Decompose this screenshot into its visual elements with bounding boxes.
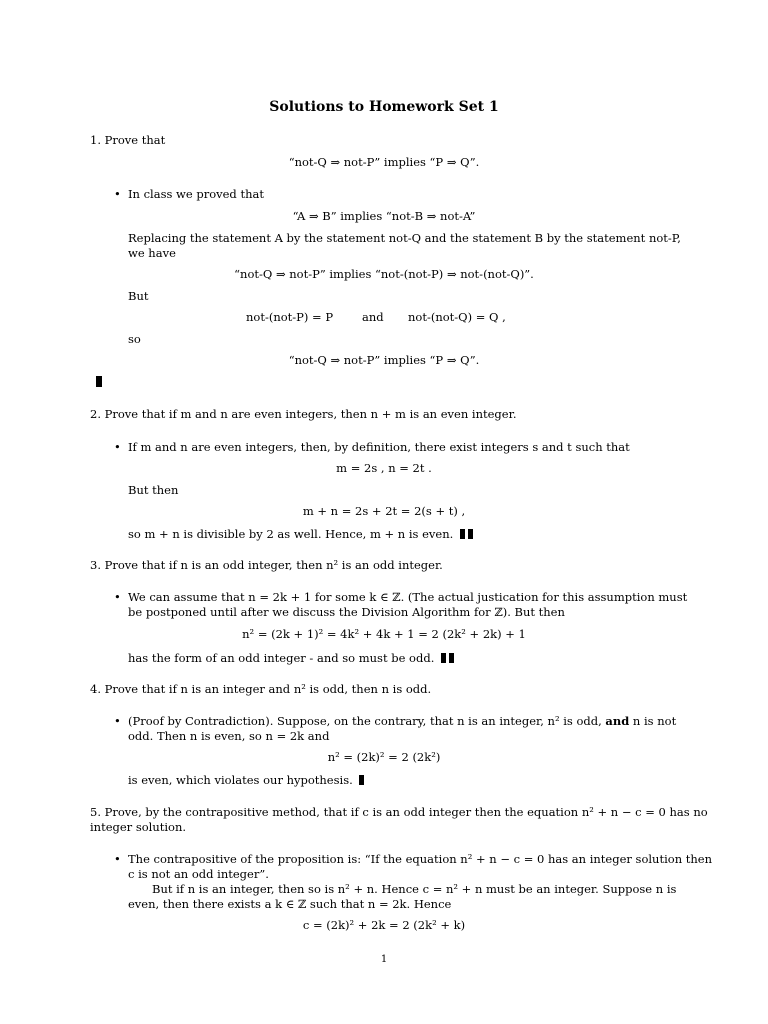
problem-5-bullet-line4: even, then there exists a k ∈ ℤ such that n = 2k. Hence — [128, 897, 452, 911]
document-title: Solutions to Homework Set 1 — [269, 99, 499, 115]
problem-4-bullet-line1-a: (Proof by Contradiction). Suppose, on the contrary, that n is an integer, n² is odd, — [128, 714, 606, 728]
qed-icon — [468, 529, 473, 539]
bullet-icon: • — [114, 187, 121, 201]
problem-4-bullet-line2: odd. Then n is even, so n = 2k and — [128, 729, 330, 743]
problem-4-statement: 4. Prove that if n is an integer and n² is odd, then n is odd. — [90, 682, 432, 696]
problem-1-display-3-left: not-(not-P) = P — [246, 310, 334, 324]
problem-2-but-then: But then — [128, 483, 179, 497]
problem-1-display: “not-Q ⇒ not-P” implies “P ⇒ Q”. — [288, 155, 480, 169]
problem-1-replace-line2: we have — [128, 246, 176, 260]
problem-4-bullet-line1-b: n is not — [629, 714, 677, 728]
problem-5-bullet-line2: c is not an odd integer”. — [128, 867, 269, 881]
bullet-icon: • — [114, 714, 121, 728]
problem-2-display-2: m + n = 2s + 2t = 2(s + t) , — [302, 504, 466, 518]
problem-2-statement: 2. Prove that if m and n are even integers, then n + m is an even integer. — [90, 407, 517, 421]
problem-3-bullet-line2: be postponed until after we discuss the Division Algorithm for ℤ). But then — [128, 605, 565, 619]
problem-2-conclusion: so m + n is divisible by 2 as well. Hence, m + n is even. — [128, 527, 454, 541]
problem-5-display: c = (2k)² + 2k = 2 (2k² + k) — [302, 918, 466, 932]
problem-2-display-1: m = 2s , n = 2t . — [336, 461, 432, 475]
problem-3-conclusion: has the form of an odd integer - and so must be odd. — [128, 651, 435, 665]
qed-icon — [460, 529, 465, 539]
problem-1-display-3-right: not-(not-Q) = Q , — [408, 310, 506, 324]
problem-1-display-4: “not-Q ⇒ not-P” implies “P ⇒ Q”. — [288, 353, 480, 367]
bullet-icon: • — [114, 440, 121, 454]
problem-3-display: n² = (2k + 1)² = 4k² + 4k + 1 = 2 (2k² + 2k) + 1 — [242, 627, 526, 641]
problem-2-bullet-text: If m and n are even integers, then, by definition, there exist integers s and t such that — [128, 440, 630, 454]
qed-icon — [449, 653, 454, 663]
problem-5-bullet-line1: The contrapositive of the proposition is: “If the equation n² + n − c = 0 has an integer solution then — [128, 852, 712, 866]
problem-1-so: so — [128, 332, 141, 346]
problem-1-but: But — [128, 289, 149, 303]
problem-1-display-3-and: and — [362, 310, 384, 324]
problem-4-conclusion: is even, which violates our hypothesis. — [128, 773, 353, 787]
problem-4-conclusion-line — [128, 773, 364, 788]
problem-1-display-2: “not-Q ⇒ not-P” implies “not-(not-P) ⇒ not-(not-Q)”. — [234, 267, 534, 281]
problem-3-statement: 3. Prove that if n is an odd integer, then n² is an odd integer. — [90, 558, 443, 572]
bullet-icon: • — [114, 852, 121, 866]
problem-5-bullet-line3: But if n is an integer, then so is n² + n. Hence c = n² + n must be an integer. Suppose n is — [152, 882, 677, 896]
qed-icon — [441, 653, 446, 663]
qed-icon — [96, 376, 102, 387]
problem-1-bullet-text: In class we proved that — [128, 187, 264, 201]
qed-icon — [359, 775, 364, 785]
problem-3-conclusion-line — [128, 651, 454, 666]
problem-1-bullet-display: “A ⇒ B” implies “not-B ⇒ not-A” — [292, 209, 476, 223]
problem-2-conclusion-line — [128, 527, 473, 542]
page-number: 1 — [380, 954, 388, 965]
problem-4-bullet-line1-bold: and — [605, 714, 630, 728]
problem-4-bullet-line1 — [128, 714, 676, 729]
problem-5-statement-line2: integer solution. — [90, 820, 187, 834]
problem-4-display: n² = (2k)² = 2 (2k²) — [327, 750, 441, 764]
bullet-icon: • — [114, 590, 121, 604]
problem-3-bullet-line1: We can assume that n = 2k + 1 for some k ∈ ℤ. (The actual justication for this assumption must — [128, 590, 688, 604]
problem-1-replace-line1: Replacing the statement A by the statement not-Q and the statement B by the statement not-P, — [128, 231, 681, 245]
problem-1-statement: 1. Prove that — [90, 133, 166, 147]
problem-5-statement-line1: 5. Prove, by the contrapositive method, that if c is an odd integer then the equation n² + n − c = 0 has no — [90, 805, 708, 819]
